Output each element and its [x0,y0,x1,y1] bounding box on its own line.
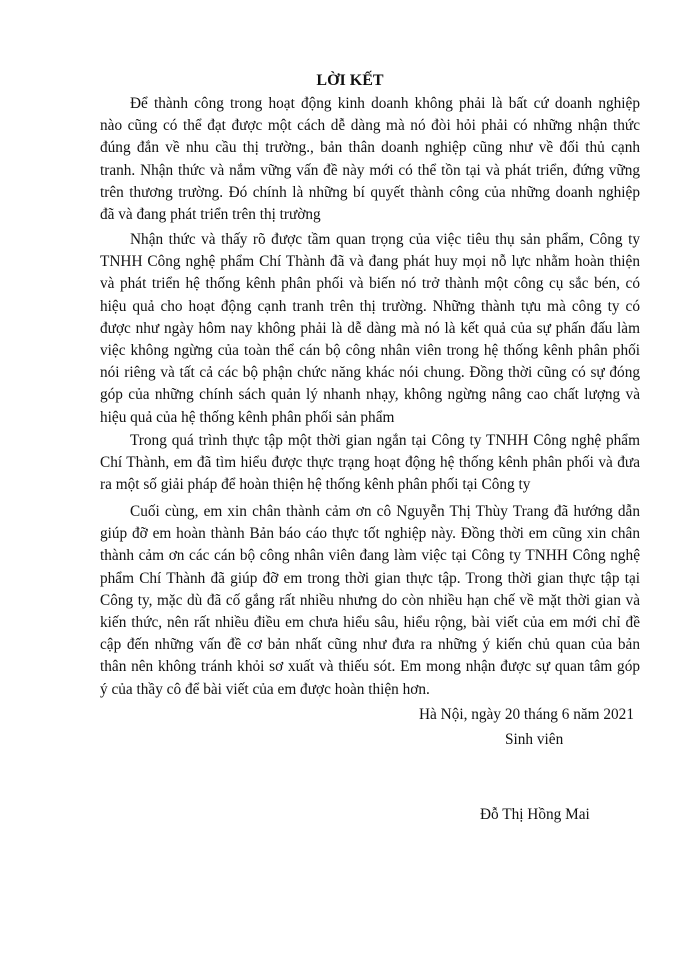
text-line: đã và đang phát triển trên thị trường [100,205,321,223]
text-line: Nhận thức và thấy rõ được tầm quan trọng của việc tiêu thụ sản phẩm, Công ty [130,231,640,248]
text-line: góp của những chính sách quản lý nhanh nhạy, không ngừng nâng cao chất lượng và [100,386,640,404]
text-line: thành cảm ơn các cán bộ công nhân viên đang làm việc tại Công ty TNHH Công nghệ [100,547,640,565]
signature-date: Hà Nội, ngày 20 tháng 6 năm 2021 [419,706,634,723]
text-line: được như ngày hôm nay không phải là dễ dàng mà nó là kết quả của sự phấn đấu làm [100,319,640,337]
text-line: Trong quá trình thực tập một thời gian ngắn tại Công ty TNHH Công nghệ phẩm [130,432,640,449]
text-line: hiệu quả cho hoạt động cạnh tranh trên thị trường. Những thành tựu mà công ty có [100,297,640,315]
paragraph-2 [100,229,640,429]
signature-name: Đỗ Thị Hồng Mai [480,806,590,823]
paragraph-3 [100,430,640,497]
text-line: Chí Thành, em đã tìm hiểu được thực trạng hoạt động hệ thống kênh phân phối và đưa [100,454,640,472]
signature-role: Sinh viên [505,731,564,748]
text-line: Để thành công trong hoạt động kinh doanh không phải là bất cứ doanh nghiệp [130,95,640,112]
text-line: giúp đỡ em hoàn thành Bản báo cáo thực tốt nghiệp này. Đồng thời em cũng xin chân [100,525,640,543]
paragraph-1 [100,93,640,226]
text-line: cập đến những vấn đề cơ bản nhất cũng như đưa ra những ý kiến chủ quan của bản [100,636,640,654]
text-line: Cuối cùng, em xin chân thành cảm ơn cô Nguyễn Thị Thùy Trang đã hướng dẫn [130,503,640,520]
text-line: trên thương trường. Đó chính là những bí quyết thành công của những doanh nghiệp [100,183,640,201]
text-line: hiệu quả của hệ thống kênh phân phối sản phẩm [100,408,395,426]
document-title: LỜI KẾT [316,72,384,89]
text-line: Công ty, mặc dù đã cố gắng rất nhiều nhưng do còn nhiều hạn chế về mặt thời gian và [100,591,640,609]
text-line: phẩm Chí Thành đã giúp đỡ em trong thời gian thực tập. Trong thời gian thực tập tại [100,569,640,587]
text-line: đúng đắn về nhu cầu thị trường., bản thân doanh nghiệp cũng như về đối thủ cạnh [100,139,640,157]
text-line: thân nên không tránh khỏi sơ xuất và thiếu sót. Em mong nhận được sự quan tâm góp [100,658,640,676]
text-line: TNHH Công nghệ phẩm Chí Thành đã và đang phát huy mọi nỗ lực nhằm hoàn thiện [100,253,640,271]
text-line: nào cũng có thể đạt được một cách dễ dàng mà nó đòi hỏi phải có những nhận thức [100,117,640,135]
text-line: việc không ngừng của toàn thể cán bộ công nhân viên trong hệ thống kênh phân phối [100,341,640,359]
text-line: nói riêng và tất cả các bộ phận chức năng khác nói chung. Đồng thời cũng có sự đóng [100,364,640,382]
text-line: ý của thầy cô để bài viết của em được hoàn thiện hơn. [100,680,430,698]
paragraph-4 [100,501,640,701]
text-line: ra một số giải pháp để hoàn thiện hệ thống kênh phân phối tại Công ty [100,476,531,494]
text-line: và phát triển hệ thống kênh phân phối và biến nó trở thành một công cụ sắc bén, có [100,275,640,293]
text-line: kiến thức, nên rất nhiều điều em chưa hiểu sâu, hiểu rộng, bài viết của em mới chỉ đề [100,613,640,631]
text-line: tranh. Nhận thức và nắm vững vấn đề này mới có thể tồn tại và phát triển, đứng vững [100,161,640,179]
